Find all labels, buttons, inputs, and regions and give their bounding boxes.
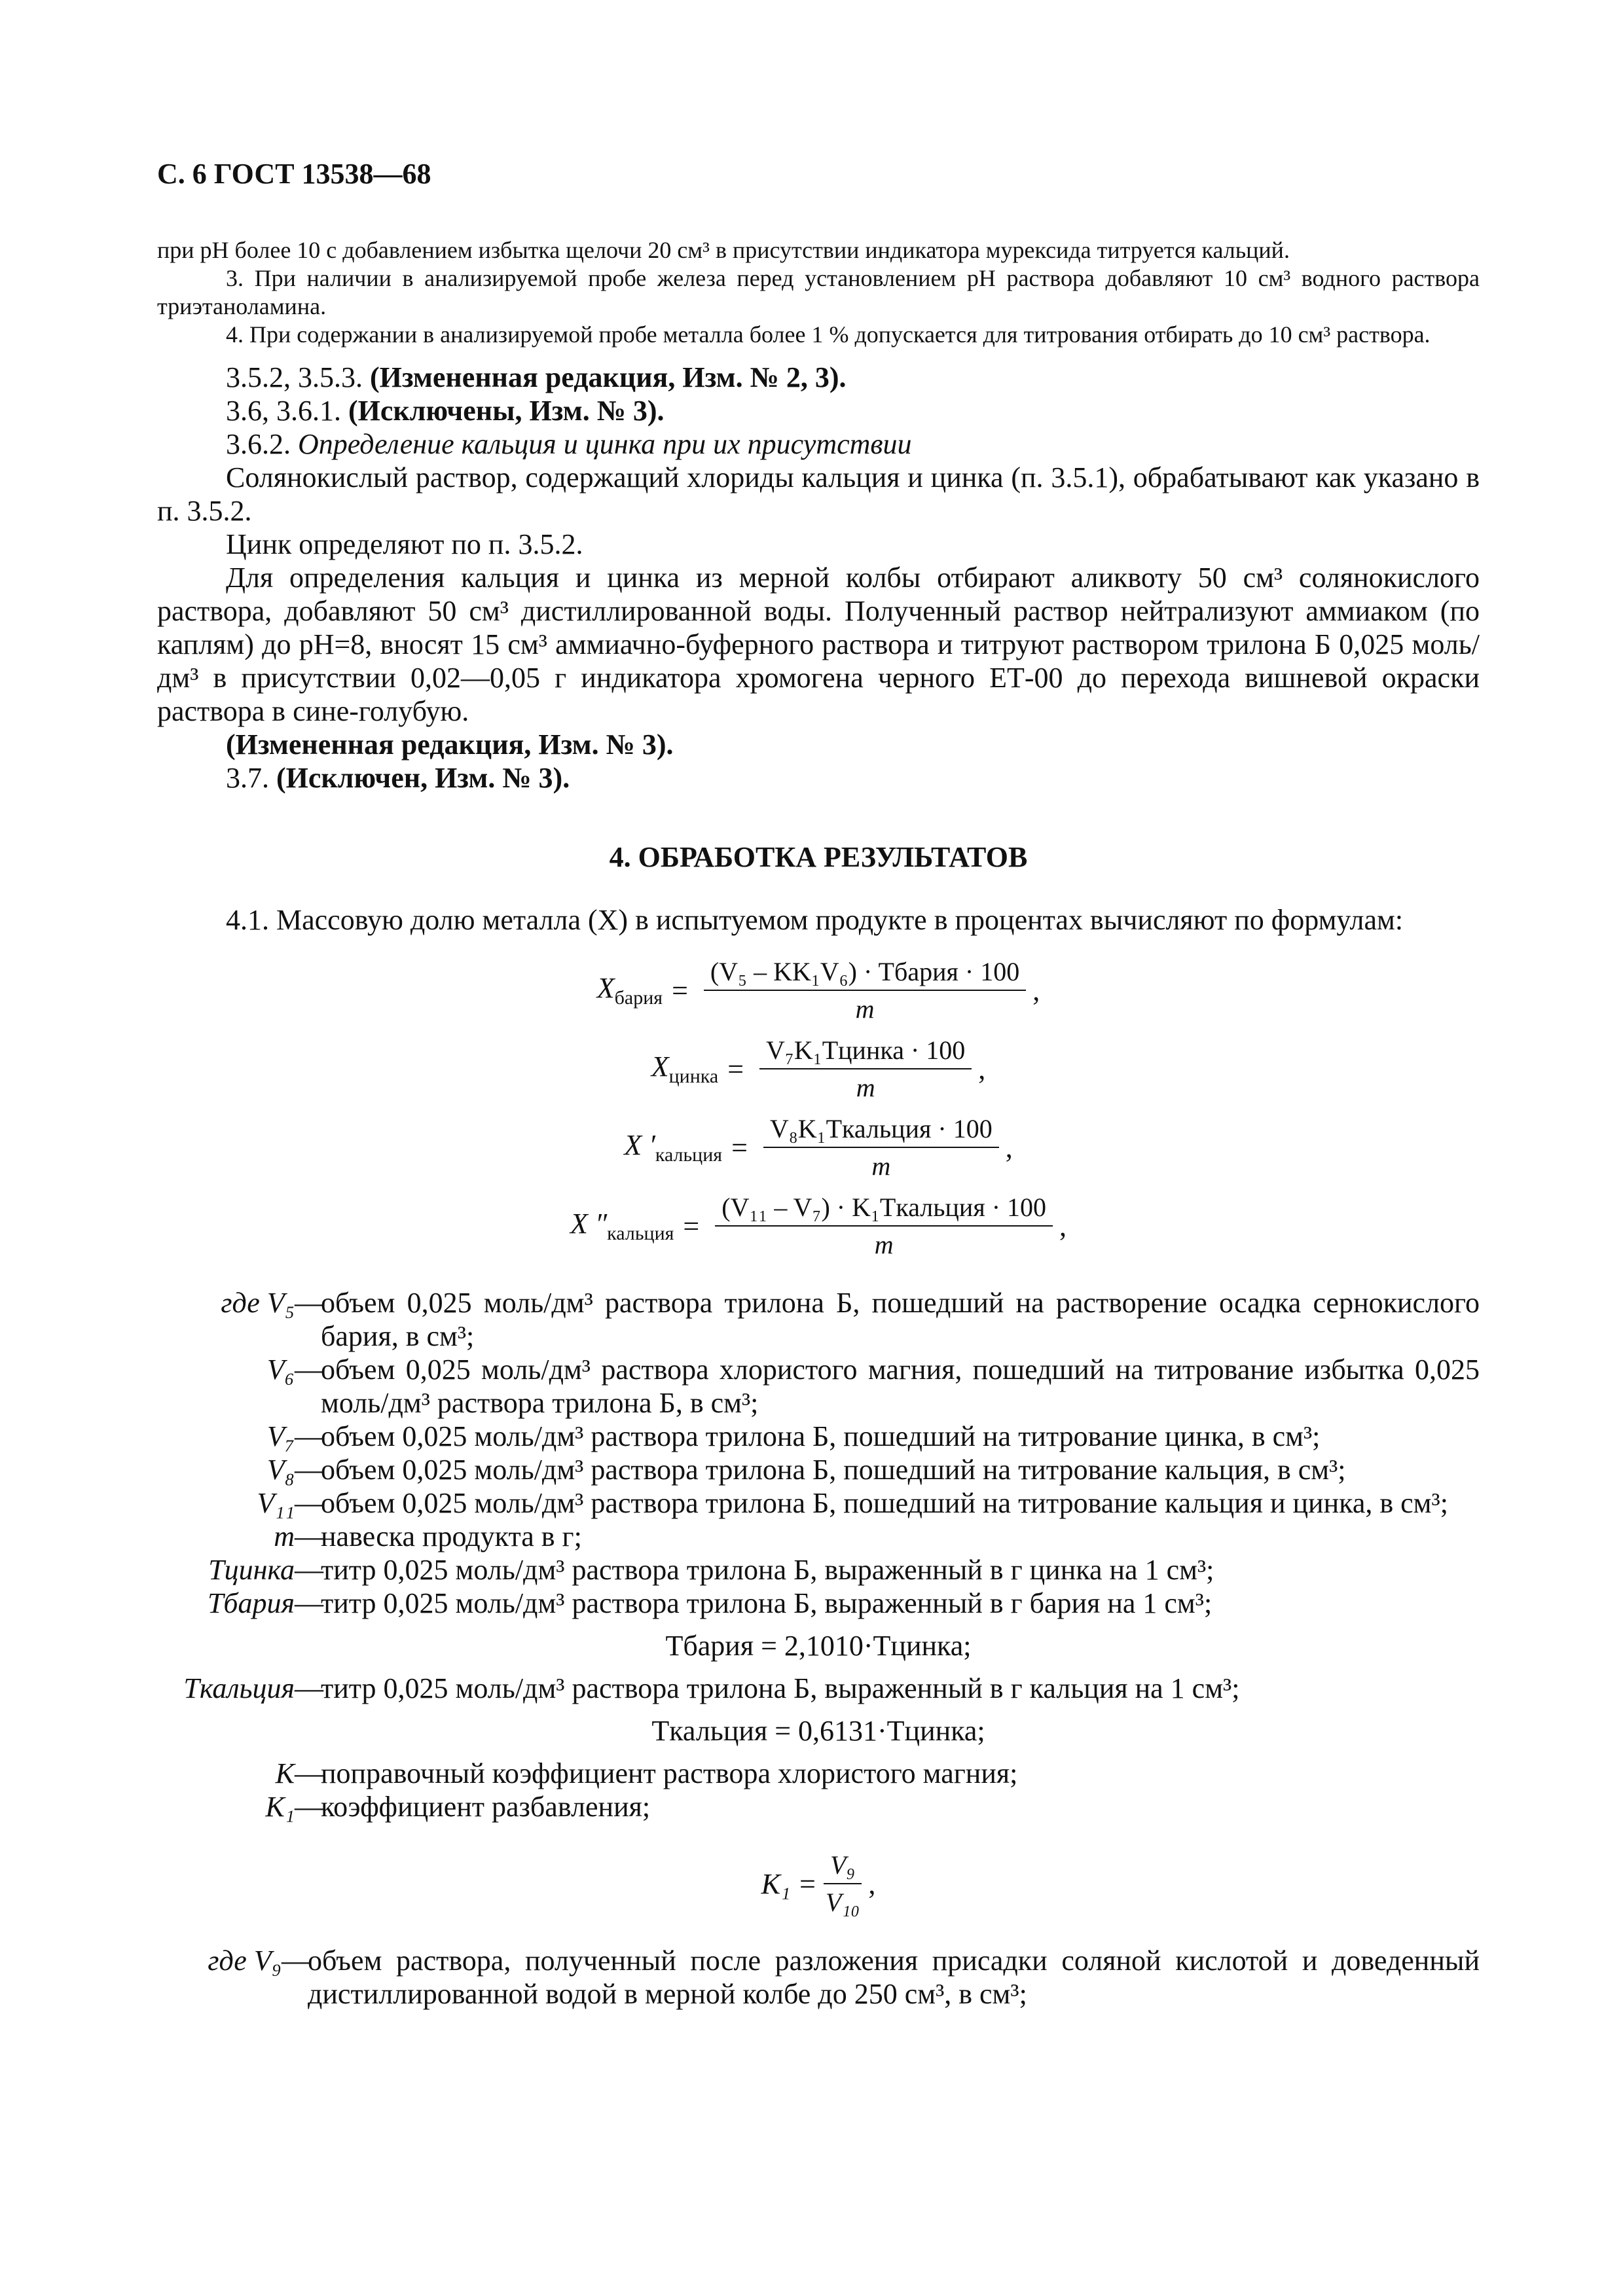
amendment-line: (Измененная редакция, Изм. № 3).: [226, 728, 674, 761]
definition-row: K — поправочный коэффициент раствора хлористого магния;: [275, 1757, 1018, 1789]
paragraph: Для определения кальция и цинка из мерной колбы отбирают аликвоту 50 см³ солянокислого раствора, добавляют 50 см³ дистиллированной воды. Полученный раствор нейтрализуют аммиаком (по каплям) до pH=8, вносят 15 см³ аммиачно-буферного раствора и титруют раствором трилона Б 0,025 моль/дм³ в присутствии 0,02—0,05 г индикатора хромогена черного ЕТ-00 до перехода вишневой окраски раствора в сине-голубую.: [157, 562, 1480, 727]
definition-row: V₈ — объем 0,025 моль/дм³ раствора трилона Б, пошедший на титрование кальция, в см³;: [266, 1454, 1346, 1486]
page-header: С. 6 ГОСТ 13538—68: [157, 158, 431, 190]
formula-lhs: X $''_{кальция}$: [570, 1208, 674, 1244]
definition-row: V₆ — объем 0,025 моль/дм³ раствора хлористого магния, пошедший на титрование избытка 0,025 моль/дм³ раствора трилона Б, в см³;: [266, 1354, 1480, 1419]
fraction: $\frac{\text{V₇K₁Tцинка · 100}}{m}$: [759, 1035, 972, 1103]
fraction: $\frac{\text{(V₁₁ – V₇) · K₁Tкальция · 100}}{m}$: [715, 1192, 1053, 1260]
amendment-line: 3.6, 3.6.1. (Исключены, Изм. № 3).: [226, 395, 665, 427]
formula-lhs: $X_{цинка}$: [651, 1050, 719, 1087]
paragraph: Цинк определяют по п. 3.5.2.: [226, 528, 583, 560]
section-4-text: [157, 903, 1480, 937]
formula-lhs: X $'_{кальция}$: [624, 1129, 723, 1166]
note-line: при pH более 10 с добавлением избытка щелочи 20 см³ в присутствии индикатора мурексида титруется кальций.: [157, 237, 1290, 263]
equation-barium: Tбария = 2,1010·Tцинка;: [665, 1630, 972, 1662]
fraction: $\frac{\text{V₉}}{\text{V₁₀}}$: [824, 1850, 862, 1918]
k1-formula: K₁ = $\frac{\text{V₉}}{\text{V₁₀}}$ ,: [761, 1850, 876, 1917]
amendment-line: 3.7. (Исключен, Изм. № 3).: [226, 762, 570, 794]
note-line: 3. При наличии в анализируемой пробе железа перед установлением pH раствора добавляют 10 см³ водного раствора триэтаноламина.: [157, 265, 1480, 319]
section-title: 4. ОБРАБОТКА РЕЗУЛЬТАТОВ: [609, 841, 1028, 873]
fraction: $\frac{\text{(V₅ – KK₁V₆) · Tбария · 100}}{m}$: [704, 956, 1026, 1024]
definition-row: m — навеска продукта в г;: [274, 1520, 582, 1552]
formula-row: $X_{бария}$ = $\frac{\text{(V₅ – KK₁V₆) · Tбария · 100}}{m}$ ,: [596, 957, 1040, 1024]
formula-block: [157, 956, 1480, 1260]
page: [157, 157, 1480, 2011]
formula-row: $X_{цинка}$ = $\frac{\text{V₇K₁Tцинка · 100}}{m}$ ,: [651, 1035, 986, 1102]
paragraph: 4.1. Массовую долю металла (X) в испытуемом продукте в процентах вычисляют по формулам:: [226, 904, 1404, 936]
subsection-title: 3.6.2. Определение кальция и цинка при их присутствии: [226, 428, 912, 460]
definition-row: где V₉ — объем раствора, полученный после разложения присадки соляной кислотой и доведенный дистиллированной водой в мерной колбе до 250 см³, в см³;: [208, 1945, 1480, 2010]
main-text: [157, 361, 1480, 795]
formula-row: X $'_{кальция}$ = $\frac{\text{V₈K₁Tкальция · 100}}{m}$ ,: [624, 1114, 1013, 1181]
definition-row: Tбария — титр 0,025 моль/дм³ раствора трилона Б, выраженный в г бария на 1 см³;: [207, 1587, 1213, 1619]
definitions-list-2: [157, 1944, 1480, 2011]
definition-row: V₇ — объем 0,025 моль/дм³ раствора трилона Б, пошедший на титрование цинка, в см³;: [266, 1420, 1321, 1452]
note-line: 4. При содержании в анализируемой пробе металла более 1 % допускается для титрования отбирать до 10 см³ раствора.: [226, 321, 1431, 348]
equation-calcium: Tкальция = 0,6131·Tцинка;: [651, 1715, 985, 1747]
definition-row: V₁₁ — объем 0,025 моль/дм³ раствора трилона Б, пошедший на титрование кальция и цинка, в см³;: [257, 1487, 1448, 1519]
definitions-list: [157, 1286, 1480, 1823]
notes-block: [157, 236, 1480, 349]
amendment-line: 3.5.2, 3.5.3. (Измененная редакция, Изм. № 2, 3).: [226, 361, 847, 393]
definition-row: где V₅ — объем 0,025 моль/дм³ раствора трилона Б, пошедший на растворение осадка сернокислого бария, в см³;: [221, 1287, 1480, 1352]
formula-lhs: $X_{бария}$: [596, 972, 663, 1009]
definition-row: K₁ — коэффициент разбавления;: [265, 1791, 651, 1823]
definition-row: Tкальция — титр 0,025 моль/дм³ раствора трилона Б, выраженный в г кальция на 1 см³;: [183, 1672, 1240, 1704]
formula-row: X $''_{кальция}$ = $\frac{\text{(V₁₁ – V₇) · K₁Tкальция · 100}}{m}$ ,: [570, 1193, 1067, 1259]
fraction: $\frac{\text{V₈K₁Tкальция · 100}}{m}$: [763, 1113, 999, 1181]
definition-row: Tцинка — титр 0,025 моль/дм³ раствора трилона Б, выраженный в г цинка на 1 см³;: [208, 1554, 1214, 1586]
paragraph: Солянокислый раствор, содержащий хлориды кальция и цинка (п. 3.5.1), обрабатывают как указано в п. 3.5.2.: [157, 461, 1480, 527]
